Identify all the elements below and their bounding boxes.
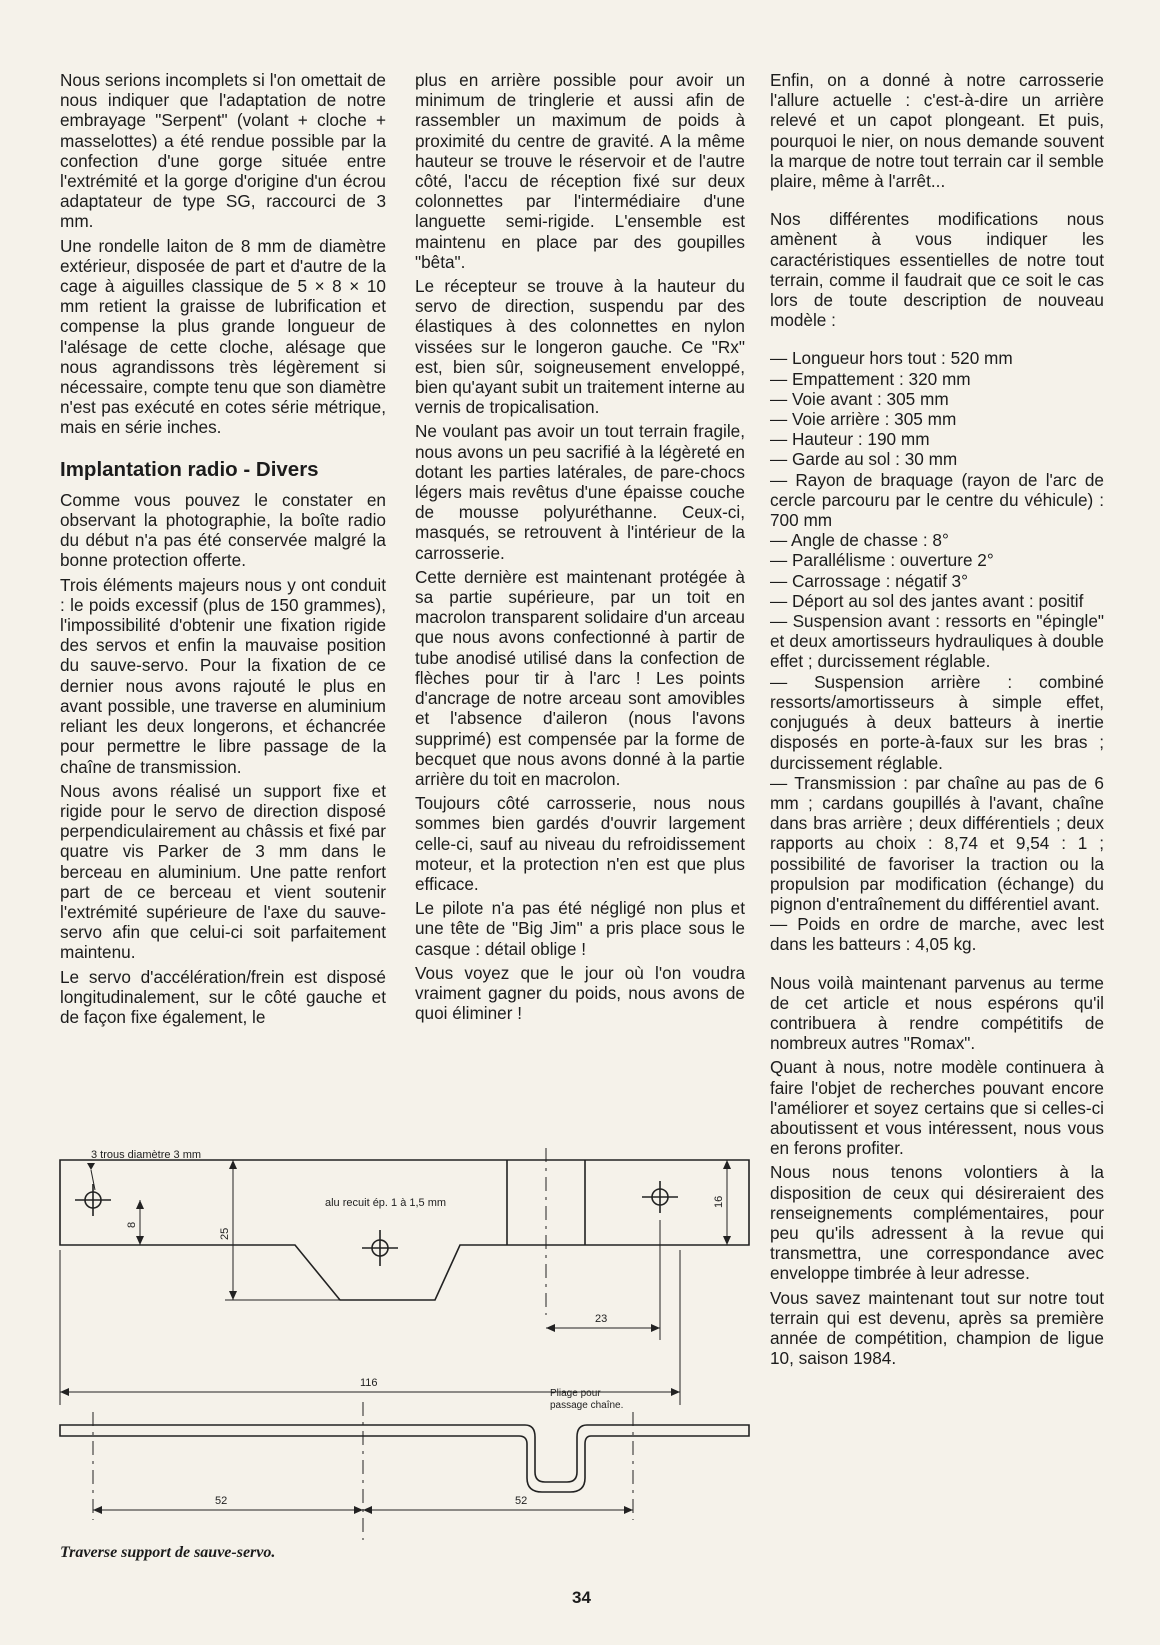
paragraph: Vous voyez que le jour où l'on voudra vraiment gagner du poids, nous avons de quoi éliminer ! — [415, 962, 745, 1024]
technical-drawing — [55, 1140, 755, 1540]
spec-item: — Angle de chasse : 8° — [770, 530, 949, 551]
material-label: alu recuit ép. 1 à 1,5 mm — [325, 1197, 447, 1209]
spec-item: — Longueur hors tout : 520 mm — [770, 348, 1013, 369]
spec-item: — Empattement : 320 mm — [770, 368, 971, 389]
dim-label: 52 — [515, 1495, 528, 1507]
paragraph: Une rondelle laiton de 8 mm de diamètre extérieur, disposée de part et d'autre de la cage à aiguilles classique de 5 × 8 × 10 mm retient la graisse de lubrification et compense la plus grande longueur de l'alésage de cette cloche, alésage que nous agrandissons très légèrement si nécessaire, compte tenu que son diamètre n'est pas exécuté en cotes série métrique, mais en série inches. — [60, 235, 386, 438]
paragraph: Nous voilà maintenant parvenus au terme de cet article et nous espérons qu'il contribuera à rendre compétitifs de nombreux autres "Romax". — [770, 972, 1104, 1054]
dim-label: 116 — [360, 1377, 378, 1389]
paragraph: Quant à nous, notre modèle continuera à faire l'objet de recherches pouvant encore l'améliorer et soyez certains que si celles-ci aboutissent et vous intéressent, nous vous en ferons profiter. — [770, 1057, 1104, 1159]
plate-outline — [60, 1160, 749, 1300]
fold-label: Pliage pour — [550, 1388, 601, 1399]
spec-item: — Carrossage : négatif 3° — [770, 570, 968, 591]
spec-item: — Parallélisme : ouverture 2° — [770, 550, 994, 571]
section-heading: Implantation radio - Divers — [60, 457, 319, 481]
paragraph: Le servo d'accélération/frein est disposé longitudinalement, sur le côté gauche et de façon fixe également, le — [60, 966, 386, 1027]
page-number: 34 — [572, 1588, 591, 1607]
holes-label: 3 trous diamètre 3 mm — [91, 1149, 202, 1161]
spec-item: — Suspension avant : ressorts en "épingle" et deux amortisseurs hydrauliques à double effet ; durcissement réglable. — [770, 611, 1104, 672]
paragraph: Nous serions incomplets si l'on omettait de nous indiquer que l'adaptation de notre embrayage "Serpent" (volant + cloche + masselottes) a été rendue possible par la confection d'une gorge située entre l'extrémité et la gorge d'origine d'un écrou adaptateur de type SG, raccourci de 3 mm. — [60, 70, 386, 232]
fold-label: passage chaîne. — [550, 1400, 624, 1411]
dim-label: 52 — [215, 1495, 228, 1507]
spec-item: — Voie avant : 305 mm — [770, 388, 949, 409]
paragraph: Le pilote n'a pas été négligé non plus et une tête de "Big Jim" a pris place sous le casque : détail oblige ! — [415, 898, 745, 959]
spec-item: — Voie arrière : 305 mm — [770, 409, 957, 430]
paragraph: Enfin, on a donné à notre carrosserie l'allure actuelle : c'est-à-dire un arrière relevé et un capot plongeant. Et puis, pourquoi le nier, on nous demande souvent la marque de notre tout terrain car il semble plaire, même à l'arrêt... — [770, 70, 1104, 192]
figure-caption: Traverse support de sauve-servo. — [60, 1544, 276, 1561]
paragraph: Nous avons réalisé un support fixe et rigide pour le servo de direction disposé perpendiculairement au châssis et fixé par quatre vis Parker de 3 mm dans le berceau en aluminium. Une patte renfort part de ce berceau et vient soutenir l'extrémité supérieure de l'axe du sauve-servo afin que celui-ci soit parfaitement maintenu. — [60, 780, 386, 963]
text-column-2 — [415, 70, 745, 1023]
spec-item: — Garde au sol : 30 mm — [770, 449, 958, 470]
paragraph: Nous nous tenons volontiers à la disposition de ceux qui désireraient des renseignements complémentaires, pour peu qu'ils adressent à la revue qui transmettra, une correspondance avec enveloppe timbrée à leur adresse. — [770, 1162, 1104, 1284]
side-profile — [60, 1425, 749, 1492]
paragraph: Le récepteur se trouve à la hauteur du servo de direction, suspendu par des élastiques à des colonnettes en nylon vissées sur le longeron gauche. Ce "Rx" est, bien sûr, soigneusement enveloppé, bien qu'ayant subit un traitement interne au vernis de tropicalisation. — [415, 276, 745, 418]
dim-label: 16 — [713, 1195, 725, 1208]
spec-list — [770, 348, 1104, 954]
paragraph: plus en arrière possible pour avoir un minimum de tringlerie et aussi afin de rassembler un maximum de poids à proximité du centre de gravité. A la même hauteur se trouve le réservoir et de l'autre côté, l'accu de réception fixé sur deux colonnettes par l'intermédiaire d'une languette semi-rigide. L'ensemble est maintenu en place par des goupilles "bêta". — [415, 70, 745, 272]
spec-item: — Déport au sol des jantes avant : positif — [770, 590, 1084, 611]
dim-label: 25 — [219, 1227, 231, 1240]
spec-item: — Hauteur : 190 mm — [770, 429, 930, 450]
spec-item: — Suspension arrière : combiné ressorts/amortisseurs à simple effet, conjugués à deux batteurs à inertie disposés en porte-à-faux sur les bras ; durcissement réglable. — [770, 671, 1104, 773]
paragraph: Cette dernière est maintenant protégée à sa partie supérieure, par un toit en macrolon transparent solidaire d'un arceau que nous avons confectionné à partir de tube anodisé utilisé dans la confection de flèches pour tir à l'arc ! Les points d'ancrage de notre arceau sont amovibles et l'absence d'aileron (nous l'avons supprimé) est compensée par la forme de becquet que nous avons donné à la partie arrière du toit en macrolon. — [415, 566, 745, 789]
text-column-3 — [770, 70, 1104, 1368]
paragraph: Nos différentes modifications nous amènent à vous indiquer les caractéristiques essentielles de notre tout terrain, comme il faudrait que ce soit le cas lors de toute description de nouveau modèle : — [770, 209, 1104, 331]
paragraph: Ne voulant pas avoir un tout terrain fragile, nous avons un peu sacrifié à la légèreté en dotant les parties latérales, de pare-chocs légers mais revêtus d'une épaisse couche de mousse polyuréthanne. Ceux-ci, masqués, se retrouvent à l'intérieur de la carrosserie. — [415, 421, 745, 563]
paragraph: Toujours côté carrosserie, nous nous sommes bien gardés d'ouvrir largement celle-ci, sauf au niveau du refroidissement moteur, et la protection n'en est que plus efficace. — [415, 793, 745, 894]
paragraph: Comme vous pouvez le constater en observant la photographie, la boîte radio du début n'a pas été conservée malgré la bonne protection offerte. — [60, 489, 386, 571]
paragraph: Vous savez maintenant tout sur notre tout terrain qui est devenu, après sa première année de compétition, champion de ligue 10, saison 1984. — [770, 1287, 1104, 1369]
dim-label: 23 — [595, 1313, 608, 1325]
paragraph: Trois éléments majeurs nous y ont conduit : le poids excessif (plus de 150 grammes), l'impossibilité d'obtenir une fixation rigide des servos et enfin la mauvaise position du sauve-servo. Pour la fixation de ce dernier nous avons rajouté le plus en avant possible, une traverse en aluminium reliant les deux longerons, et échancrée pour permettre le libre passage de la chaîne de transmission. — [60, 574, 386, 777]
spec-item: — Transmission : par chaîne au pas de 6 mm ; cardans goupillés à l'avant, chaîne dans bras arrière ; deux différentiels ; deux rapports au choix : 8,74 et 9,54 : 1 ; possibilité de favoriser la traction ou la propulsion par modification (échange) du pignon d'entraînement du différentiel avant. — [770, 772, 1104, 914]
spec-item: — Rayon de braquage (rayon de l'arc de cercle parcouru par le centre du véhicule) : 700 mm — [770, 469, 1104, 531]
spec-item: — Poids en ordre de marche, avec lest dans les batteurs : 4,05 kg. — [770, 914, 1104, 955]
text-column-1 — [60, 70, 386, 1027]
dim-label: 8 — [126, 1221, 138, 1228]
